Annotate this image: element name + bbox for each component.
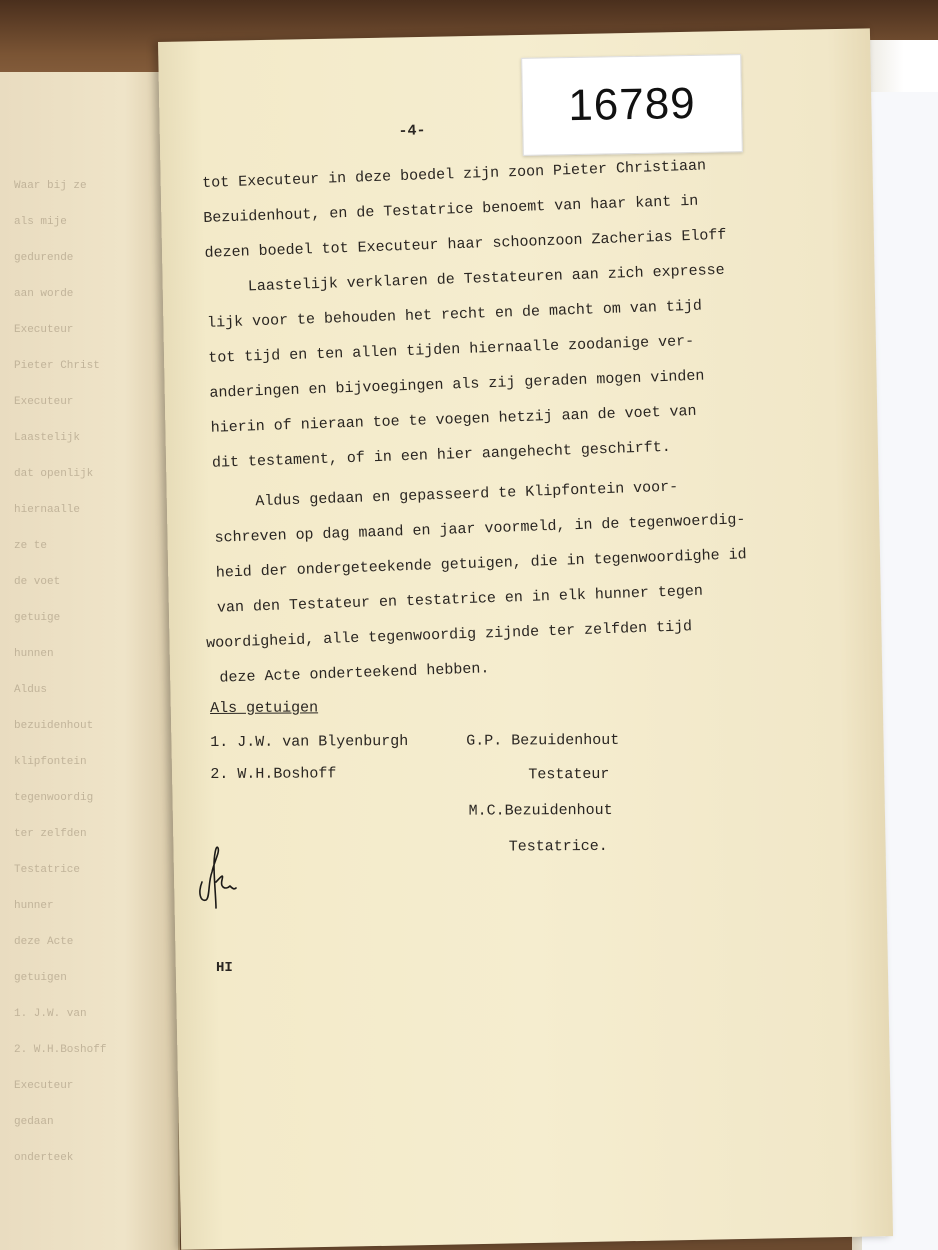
text-line: anderingen en bijvoegingen als zij geraden mogen vinden [209, 367, 705, 402]
ghost-text-line: hunnen [14, 648, 54, 660]
initials-signature [192, 842, 242, 912]
signatory-name: M.C.Bezuidenhout [468, 801, 613, 820]
ghost-text-line: hiernaalle [14, 504, 81, 516]
ghost-text-line: aan worde [14, 288, 74, 300]
ghost-text-line: klipfontein [14, 756, 87, 768]
signatory-role: Testateur [528, 765, 610, 784]
signatory-name: G.P. Bezuidenhout [466, 731, 620, 750]
text-line: heid der ondergeteekende getuigen, die in tegenwoordighe id [215, 546, 747, 582]
ghost-text-line: deze Acte [14, 936, 74, 948]
ghost-text-line: ze te [14, 540, 48, 552]
witnesses-heading: Als getuigen [210, 699, 319, 717]
ghost-text-line: ter zelfden [14, 828, 87, 840]
ghost-text-line: Executeur [14, 1080, 74, 1092]
text-line: Laastelijk verklaren de Testateuren aan zich expresse [247, 261, 725, 296]
text-line: hierin of nieraan toe te voegen hetzij aan de voet van [210, 402, 697, 437]
bottom-mark: HI [216, 960, 233, 976]
ghost-text-line: getuige [14, 612, 61, 624]
facing-page [0, 72, 180, 1250]
text-line: Bezuidenhout, en de Testatrice benoemt van haar kant in [203, 192, 699, 227]
ghost-text-line: hunner [14, 900, 54, 912]
text-line: deze Acte onderteekend hebben. [219, 660, 490, 687]
text-line: tot tijd en ten allen tijden hiernaalle zoodanige ver- [208, 332, 695, 367]
ghost-text-line: Executeur [14, 324, 74, 336]
text-line: dezen boedel tot Executeur haar schoonzoon Zacherias Eloff [204, 226, 727, 262]
file-number: 16789 [567, 78, 697, 131]
ghost-text-line: bezuidenhout [14, 720, 94, 732]
page-marker: -4- [398, 122, 426, 141]
ghost-text-line: Testatrice [14, 864, 81, 876]
text-line: van den Testateur en testatrice en in elk hunner tegen [216, 582, 704, 617]
ghost-text-line: onderteek [14, 1152, 74, 1164]
text-line: woordigheid, alle tegenwoordig zijnde ter zelfden tijd [205, 618, 693, 653]
witness-entry: 2. W.H.Boshoff [210, 765, 337, 783]
ghost-text-line: Executeur [14, 396, 74, 408]
text-line: dit testament, of in een hier aangehecht geschirft. [211, 438, 672, 472]
ghost-text-line: tegenwoordig [14, 792, 94, 804]
ghost-text-line: als mije [14, 216, 67, 228]
ghost-text-line: Pieter Christ [14, 360, 100, 372]
file-number-label [521, 54, 743, 156]
ghost-text-line: dat openlijk [14, 468, 94, 480]
ghost-text-line: 2. W.H.Boshoff [14, 1044, 107, 1056]
ghost-text-line: gedurende [14, 252, 74, 264]
signatory-role: Testatrice. [508, 837, 608, 856]
witness-entry: 1. J.W. van Blyenburgh [210, 732, 409, 751]
ghost-text-line: 1. J.W. van [14, 1008, 87, 1020]
ghost-text-line: Laastelijk [14, 432, 81, 444]
text-line: tot Executeur in deze boedel zijn zoon Pieter Christiaan [201, 157, 707, 192]
text-line: schreven op dag maand en jaar voormeld, in de tegenwoerdig- [214, 511, 746, 547]
ghost-text-line: getuigen [14, 972, 67, 984]
text-line: Aldus gedaan en gepasseerd te Klipfontein voor- [255, 478, 679, 511]
ghost-text-line: gedaan [14, 1116, 54, 1128]
ghost-text-line: Waar bij ze [14, 180, 87, 192]
ghost-text-line: Aldus [14, 684, 48, 696]
ghost-text-line: de voet [14, 576, 61, 588]
text-line: lijk voor te behouden het recht en de macht om van tijd [206, 297, 703, 332]
